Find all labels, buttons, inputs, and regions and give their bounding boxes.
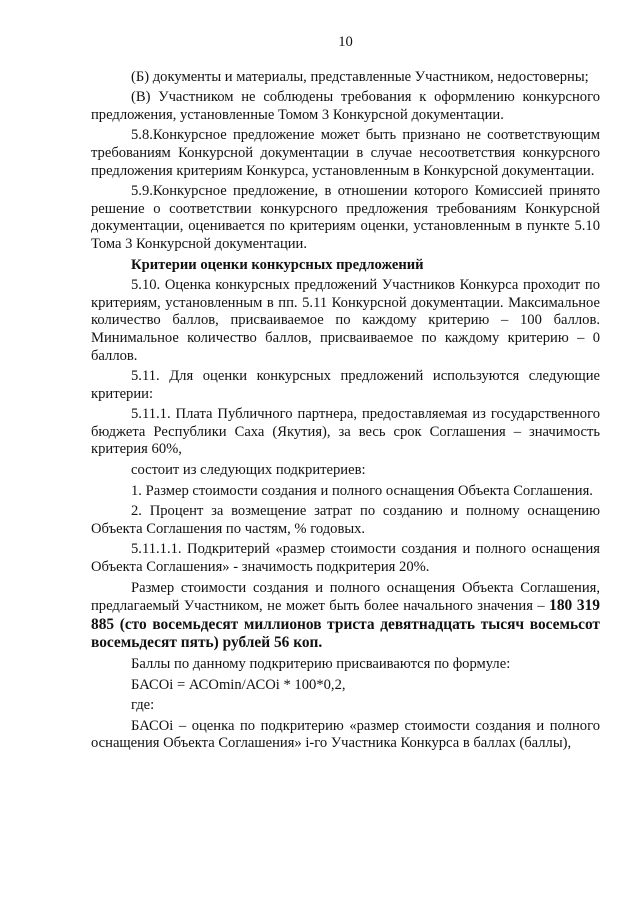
subcriterion-2: 2. Процент за возмещение затрат по созданию и полному оснащению Объекта Соглашения по частям, % годовых.: [91, 503, 600, 537]
section-heading: Критерии оценки конкурсных предложений: [131, 256, 424, 273]
subcriterion-1: 1. Размер стоимости создания и полного оснащения Объекта Соглашения.: [131, 482, 593, 499]
formula-intro: Баллы по данному подкритерию присваиваются по формуле:: [131, 656, 511, 672]
paragraph-5-10: 5.10. Оценка конкурсных предложений Участников Конкурса проходит по критериям, установленным в пп. 5.11 Конкурсной документации. Максимальное количество баллов, присваиваемое по каждому критерию – 100 баллов. Минимальное количество баллов, присваиваемое по каждому критерию – 0 баллов.: [91, 277, 600, 364]
cost-limit-amount: 180 319 885 (сто восемьдесят миллионов триста девятнадцать тысяч восемьсот восемьдесят пять) рублей 56 коп.: [91, 597, 600, 652]
where-label: где:: [131, 697, 155, 714]
formula-definition: БАСОi – оценка по подкритерию «размер стоимости создания и полного оснащения Объекта Соглашения» i-го Участника Конкурса в баллах (баллы),: [91, 717, 600, 752]
paragraph-5-11: 5.11. Для оценки конкурсных предложений используются следующие критерии:: [91, 368, 600, 402]
paragraph-v-requirements: (В) Участником не соблюдены требования к оформлению конкурсного предложения, установленные Томом 3 Конкурсной документации.: [91, 89, 600, 123]
subcriteria-intro: состоит из следующих подкритериев:: [131, 462, 366, 479]
page-number: 10: [338, 34, 353, 50]
cost-limit-text: Размер стоимости создания и полного оснащения Объекта Соглашения, предлагаемый Участником, не может быть более начального значения –: [91, 579, 600, 615]
paragraph-5-8: 5.8.Конкурсное предложение может быть признано не соответствующим требованиям Конкурсной документации в случае несоответствия конкурсного предложения критериям Конкурса, установленным в Конкурсной документации.: [91, 127, 600, 179]
paragraph-5-11-1-1: 5.11.1.1. Подкритерий «размер стоимости создания и полного оснащения Объекта Соглашения» - значимость подкритерия 20%.: [91, 541, 600, 576]
paragraph-b-documents: (Б) документы и материалы, представленные Участником, недостоверны;: [131, 68, 589, 85]
paragraph-5-11-1: 5.11.1. Плата Публичного партнера, предоставляемая из государственного бюджета Республики Саха (Якутия), за весь срок Соглашения – значимость критерия 60%,: [91, 406, 600, 458]
formula: БАСОi = АСОmin/АСОi * 100*0,2,: [131, 676, 346, 693]
paragraph-5-9: 5.9.Конкурсное предложение, в отношении которого Комиссией принято решение о соответствии конкурсного предложения требованиям Конкурсной документации, оценивается по критериям оценки, установленным в пункте 5.10 Тома 3 Конкурсной документации.: [91, 183, 600, 252]
cost-limit-paragraph: [91, 580, 600, 653]
